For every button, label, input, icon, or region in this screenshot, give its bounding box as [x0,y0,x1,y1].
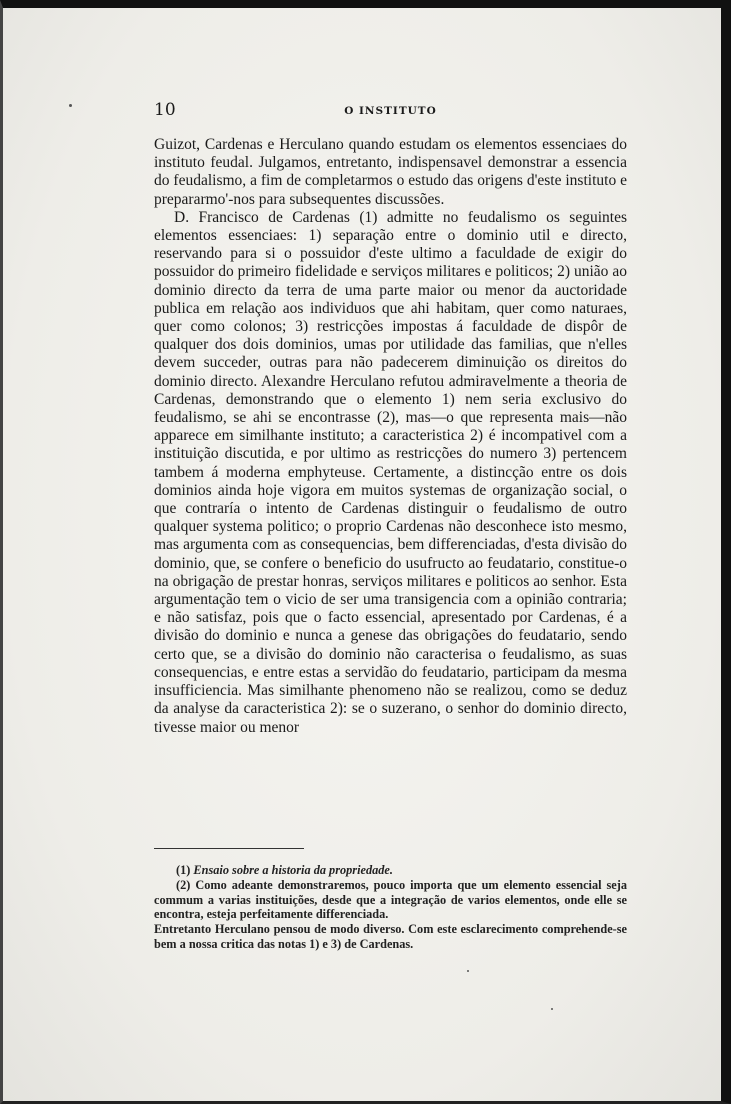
running-head: O INSTITUTO [344,105,437,117]
page-number: 10 [154,100,176,120]
footnote-2-text: Como adeante demonstraremos, pouco importa que um elemento essencial seja commum a varias instituições, desde que a integração de varios elementos, onde elle se encontra, esteja perfeitamente differenciada. [154,877,627,922]
paper-speck [551,1008,553,1010]
page-header [154,100,627,122]
footnotes [154,863,627,952]
paragraph: Guizot, Cardenas e Herculano quando estudam os elementos essenciaes do instituto feudal. Julgamos, entretanto, indispensavel demonstrar a essencia do feudalismo, a fim de completarmos o estudo das origens d'este instituto e prepararmo'-nos para subsequentes discussões. [154,136,627,208]
paper-speck [69,104,72,107]
footnote-2 [154,878,627,922]
footnote-2-marker: (2) [176,877,191,892]
body-text [154,136,627,737]
paper-speck [467,970,469,972]
paragraph: D. Francisco de Cardenas (1) admitte no feudalismo os seguintes elementos essenciaes: 1) separação entre o dominio util e directo, reservando para si o possuidor d'este ultimo a faculdade de exigir do possuidor do primeiro fidelidade e serviços militares e politicos; 2) união ao dominio directo da terra de uma parte maior ou menor da auctoridade publica em relação aos individuos que ahi habitam, quer como naturaes, quer como colonos; 3) restricções impostas á faculdade de dispôr de qualquer dos dois dominios, umas por utilidade das familias, que n'elles devem succeder, outras para não padecerem diminuição os direitos do dominio directo. Alexandre Herculano refutou admiravelmente a theoria de Cardenas, demonstrando que o elemento 1) nem seria exclusivo do feudalismo, se ahi se encontrasse (2), mas—o que representa mais—não apparece em similhante instituto; a caracteristica 2) é incompativel com a instituição discutida, e por ultimo as restricções do numero 3) pertencem tambem á moderna emphyteuse. Certamente, a distincção entre os dois dominios ainda hoje vigora em muitos systemas de organização social, o que contraría o intento de Cardenas distinguir o feudalismo de outro qualquer systema politico; o proprio Cardenas não desconhece isto mesmo, mas argumenta com as consequencias, bem differenciadas, d'esta divisão do dominio, que, se confere o beneficio do usufructo ao feudatario, constitue-o na obrigação de prestar honras, serviços militares e politicos ao senhor. Esta argumentação tem o vicio de ser uma transigencia com a opinião contraria; e não satisfaz, pois que o facto essencial, apresentado por Cardenas, é a divisão do dominio e nunca a genese das obrigações do feudatario, sendo certo que, se a divisão do dominio não caracterisa o feudalismo, as suas consequencias, e entre estas a servidão do feudatario, participam da mesma insufficiencia. Mas similhante phenomeno não se realizou, como se deduz da analyse da caracteristica 2): se o suzerano, o senhor do dominio directo, tivesse maior ou menor [154,208,627,736]
footnote-rule [154,848,304,849]
footnote-1-marker: (1) [176,863,191,877]
footnote-2-continuation: Entretanto Herculano pensou de modo diverso. Com este esclarecimento comprehende-se bem a nossa critica das notas 1) e 3) de Cardenas. [154,922,627,951]
footnote-1 [154,863,627,878]
footnote-1-title: Ensaio sobre a historia da propriedade. [193,863,393,877]
